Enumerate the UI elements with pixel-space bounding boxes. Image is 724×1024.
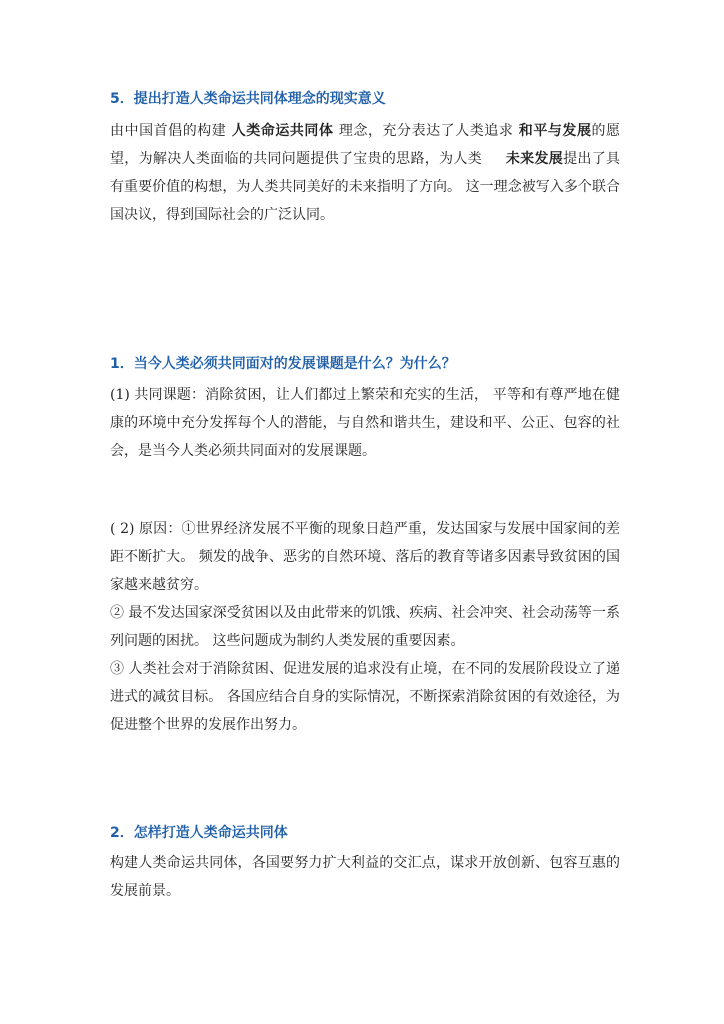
question-1-reason-a: ( 2) 原因：①世界经济发展不平衡的现象日趋严重，发达国家与发展中国家间的差距不断扩大。 频发的战争、恶劣的自然环境、落后的教育等诸多因素导致贫困的国家越来越贫穷。 xyxy=(110,521,620,593)
section-5-text xyxy=(110,117,620,229)
question-1-reason-c: ③ 人类社会对于消除贫困、促进发展的追求没有止境，在不同的发展阶段设立了递进式的减贫目标。 各国应结合自身的实际情况，不断探索消除贫困的有效途径，为促进整个世界的发展作出努力。 xyxy=(110,661,620,733)
question-1-reason-b: ② 最不发达国家深受贫困以及由此带来的饥饿、疾病、社会冲突、社会动荡等一系列问题的困扰。 这些问题成为制约人类发展的重要因素。 xyxy=(110,605,620,649)
section-5-paragraph xyxy=(110,117,620,229)
bold-term-peace-development: 和平与发展 xyxy=(513,123,592,139)
question-1-heading: 1．当今人类必须共同面对的发展课题是什么？为什么？ xyxy=(110,356,456,372)
question-2-answer: 构建人类命运共同体，各国要努力扩大利益的交汇点，谋求开放创新、包容互惠的发展前景。 xyxy=(110,855,620,899)
question-2-heading: 2．怎样打造人类命运共同体 xyxy=(110,825,288,841)
bold-term-future-development: 未来发展 xyxy=(505,151,564,167)
section-5-heading: 5．提出打造人类命运共同体理念的现实意义 xyxy=(110,91,386,107)
text-run-4: 提出了具有重要价值的构想，为人类共同美好的未来指明了方向。 这一理念被写入多个联合国决议，得到国际社会的广泛认同。 xyxy=(110,151,621,223)
question-1-answer-1: (1) 共同课题：消除贫困，让人们都过上繁荣和充实的生活， 平等和有尊严地在健康的环境中充分发挥每个人的潜能，与自然和谐共生，建设和平、公正、包容的社会，是当今人类必须共同面对的发展课题。 xyxy=(110,387,620,459)
text-run-2: 理念，充分表达了人类追求 xyxy=(338,123,514,139)
text-run-3: 的愿望，为解决人类面临的共同问题提供了宝贵的思路，为人类 xyxy=(110,123,621,167)
text-run-1: 由中国首倡的构建 xyxy=(110,123,227,139)
bold-term-community: 人类命运共同体 xyxy=(226,123,339,139)
